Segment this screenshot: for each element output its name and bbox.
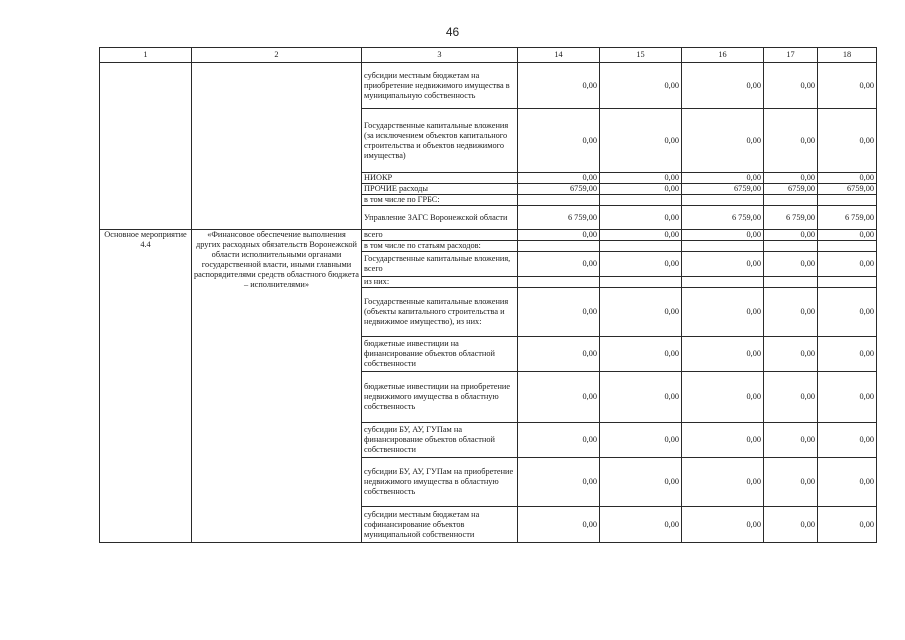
value-cell: 6759,00 <box>818 184 877 195</box>
expense-item-label: Государственные капитальные вложения (объекты капитального строительства и недвижимое имущество), из них: <box>362 288 518 337</box>
value-cell: 0,00 <box>818 337 877 372</box>
value-cell: 0,00 <box>818 252 877 277</box>
value-cell: 6759,00 <box>764 184 818 195</box>
value-cell: 6 759,00 <box>682 206 764 230</box>
value-cell: 0,00 <box>682 423 764 458</box>
value-cell: 0,00 <box>764 458 818 507</box>
value-cell: 0,00 <box>518 109 600 173</box>
value-cell <box>764 195 818 206</box>
table-row <box>100 63 877 109</box>
measure-name-cell-empty <box>192 63 362 230</box>
table-row <box>100 230 877 241</box>
value-cell <box>518 195 600 206</box>
value-cell: 6759,00 <box>682 184 764 195</box>
value-cell: 0,00 <box>600 63 682 109</box>
value-cell: 0,00 <box>518 252 600 277</box>
value-cell: 0,00 <box>818 63 877 109</box>
value-cell: 6759,00 <box>518 184 600 195</box>
value-cell: 0,00 <box>764 372 818 423</box>
value-cell: 0,00 <box>518 230 600 241</box>
value-cell: 0,00 <box>600 252 682 277</box>
value-cell <box>764 241 818 252</box>
value-cell <box>600 195 682 206</box>
value-cell <box>764 277 818 288</box>
column-header: 14 <box>518 48 600 63</box>
value-cell: 6 759,00 <box>518 206 600 230</box>
value-cell <box>600 241 682 252</box>
value-cell: 0,00 <box>764 337 818 372</box>
value-cell: 0,00 <box>518 337 600 372</box>
value-cell: 0,00 <box>818 458 877 507</box>
expense-item-label: бюджетные инвестиции на приобретение недвижимого имущества в областную собственность <box>362 372 518 423</box>
value-cell: 0,00 <box>764 109 818 173</box>
value-cell: 0,00 <box>518 507 600 543</box>
value-cell: 0,00 <box>764 63 818 109</box>
value-cell: 0,00 <box>518 423 600 458</box>
value-cell: 0,00 <box>818 507 877 543</box>
value-cell: 0,00 <box>518 372 600 423</box>
expense-item-label: Управление ЗАГС Воронежской области <box>362 206 518 230</box>
expense-item-label: субсидии БУ, АУ, ГУПам на приобретение недвижимого имущества в областную собственность <box>362 458 518 507</box>
value-cell: 0,00 <box>818 173 877 184</box>
expense-item-label: всего <box>362 230 518 241</box>
value-cell <box>518 241 600 252</box>
expense-item-label: Государственные капитальные вложения (за исключением объектов капитального строительства и объектов недвижимого имущества) <box>362 109 518 173</box>
column-header: 3 <box>362 48 518 63</box>
header-row <box>100 48 877 63</box>
expense-item-label: из них: <box>362 277 518 288</box>
column-header: 15 <box>600 48 682 63</box>
value-cell: 0,00 <box>600 206 682 230</box>
value-cell: 0,00 <box>764 507 818 543</box>
value-cell: 0,00 <box>682 337 764 372</box>
column-header: 18 <box>818 48 877 63</box>
value-cell: 0,00 <box>818 109 877 173</box>
value-cell: 0,00 <box>600 109 682 173</box>
expense-item-label: ПРОЧИЕ расходы <box>362 184 518 195</box>
expense-item-label: субсидии местным бюджетам на софинансирование объектов муниципальной собственности <box>362 507 518 543</box>
value-cell: 0,00 <box>600 458 682 507</box>
value-cell: 0,00 <box>818 288 877 337</box>
column-header: 1 <box>100 48 192 63</box>
column-header: 17 <box>764 48 818 63</box>
value-cell: 6 759,00 <box>764 206 818 230</box>
value-cell <box>682 195 764 206</box>
value-cell: 0,00 <box>518 63 600 109</box>
value-cell <box>518 277 600 288</box>
column-header: 2 <box>192 48 362 63</box>
value-cell: 0,00 <box>764 288 818 337</box>
value-cell: 0,00 <box>682 230 764 241</box>
value-cell: 0,00 <box>682 252 764 277</box>
value-cell: 0,00 <box>818 372 877 423</box>
expense-item-label: НИОКР <box>362 173 518 184</box>
budget-table <box>99 47 877 543</box>
page-number: 46 <box>445 25 460 39</box>
value-cell: 0,00 <box>600 337 682 372</box>
value-cell: 0,00 <box>518 288 600 337</box>
expense-item-label: в том числе по ГРБС: <box>362 195 518 206</box>
value-cell <box>818 277 877 288</box>
expense-item-label: бюджетные инвестиции на финансирование объектов областной собственности <box>362 337 518 372</box>
value-cell: 0,00 <box>764 173 818 184</box>
value-cell: 0,00 <box>518 173 600 184</box>
value-cell: 0,00 <box>764 230 818 241</box>
value-cell: 0,00 <box>764 252 818 277</box>
value-cell: 0,00 <box>600 230 682 241</box>
value-cell: 0,00 <box>518 458 600 507</box>
value-cell: 0,00 <box>764 423 818 458</box>
measure-label-cell-empty <box>100 63 192 230</box>
expense-item-label: в том числе по статьям расходов: <box>362 241 518 252</box>
value-cell: 0,00 <box>600 507 682 543</box>
value-cell <box>682 277 764 288</box>
value-cell: 6 759,00 <box>818 206 877 230</box>
value-cell <box>818 241 877 252</box>
value-cell <box>600 277 682 288</box>
value-cell: 0,00 <box>682 63 764 109</box>
value-cell: 0,00 <box>682 288 764 337</box>
value-cell: 0,00 <box>682 507 764 543</box>
expense-item-label: субсидии местным бюджетам на приобретение недвижимого имущества в муниципальную собственность <box>362 63 518 109</box>
expense-item-label: субсидии БУ, АУ, ГУПам на финансирование объектов областной собственности <box>362 423 518 458</box>
value-cell: 0,00 <box>600 423 682 458</box>
value-cell: 0,00 <box>600 288 682 337</box>
value-cell <box>818 195 877 206</box>
value-cell: 0,00 <box>682 109 764 173</box>
expense-item-label: Государственные капитальные вложения, всего <box>362 252 518 277</box>
value-cell: 0,00 <box>682 173 764 184</box>
value-cell: 0,00 <box>818 230 877 241</box>
value-cell: 0,00 <box>600 372 682 423</box>
measure-label: Основное мероприятие 4.4 <box>100 230 192 543</box>
value-cell <box>682 241 764 252</box>
column-header: 16 <box>682 48 764 63</box>
value-cell: 0,00 <box>818 423 877 458</box>
value-cell: 0,00 <box>682 372 764 423</box>
value-cell: 0,00 <box>600 184 682 195</box>
value-cell: 0,00 <box>682 458 764 507</box>
value-cell: 0,00 <box>600 173 682 184</box>
measure-name: «Финансовое обеспечение выполнения других расходных обязательств Воронежской области исполнительными органами государственной власти, иными главными распорядителями средств областного бюджета – исполнителями» <box>192 230 362 543</box>
